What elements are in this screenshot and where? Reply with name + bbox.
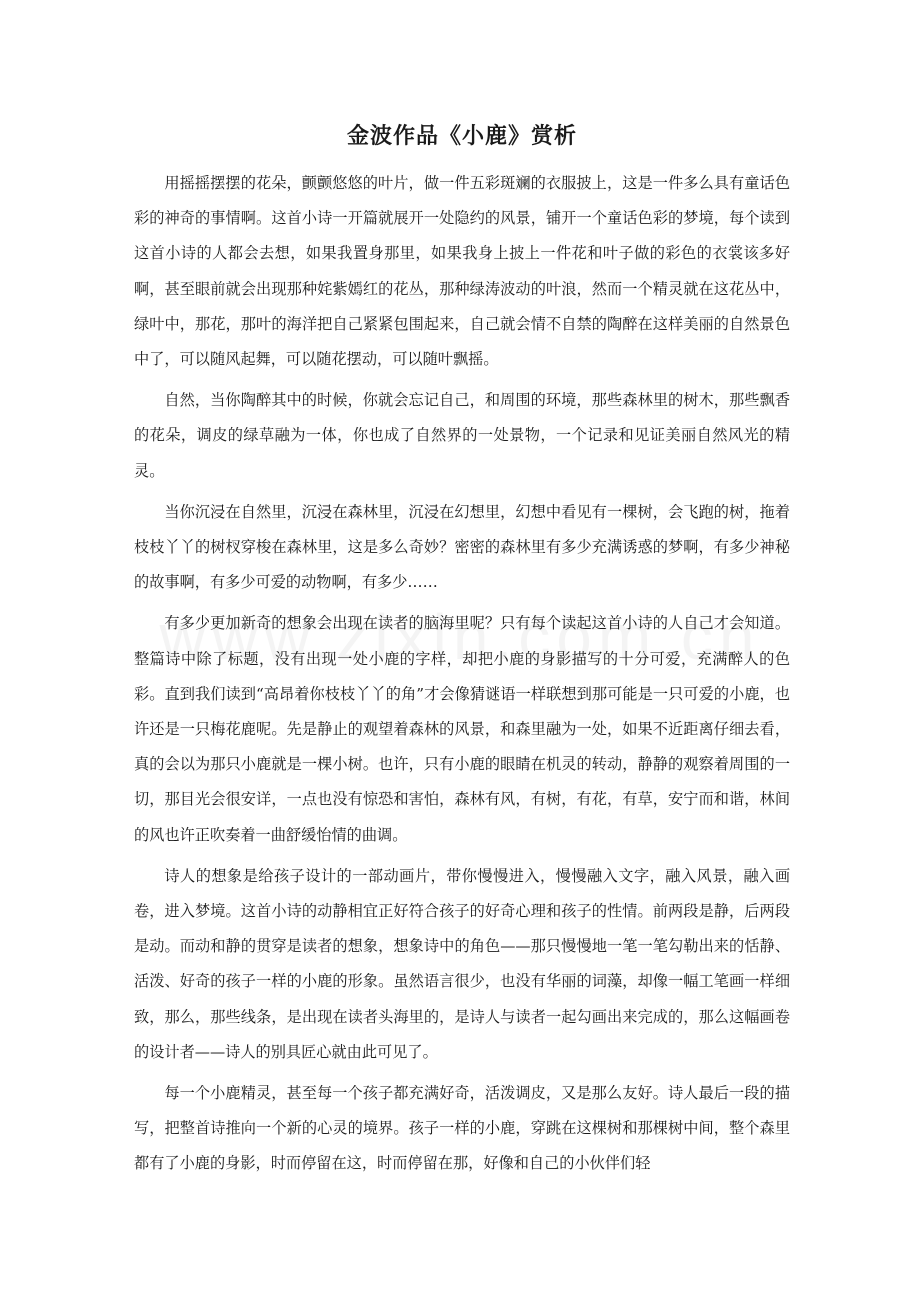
paragraph-1: 用摇摇摆摆的花朵，颤颤悠悠的叶片，做一件五彩斑斓的衣服披上，这是一件多么具有童话色彩的神奇的事情啊。这首小诗一开篇就展开一处隐约的风景，铺开一个童话色彩的梦境，每个读到这首小诗的人都会去想，如果我置身那里，如果我身上披上一件花和叶子做的彩色的衣裳该多好啊，甚至眼前就会出现那种姹紫嫣红的花丛，那种绿涛波动的叶浪，然而一个精灵就在这花丛中，绿叶中，那花，那叶的海洋把自己紧紧包围起来，自己就会情不自禁的陶醉在这样美丽的自然景色中了，可以随风起舞，可以随花摆动，可以随叶飘摇。 (134, 174, 790, 369)
paragraph-6: 每一个小鹿精灵，甚至每一个孩子都充满好奇，活泼调皮，又是那么友好。诗人最后一段的描写，把整首诗推向一个新的心灵的境界。孩子一样的小鹿，穿跳在这棵树和那棵树中间，整个森里都有了小鹿的身影，时而停留在这，时而停留在那，好像和自己的小伙伴们轻 (134, 1084, 790, 1173)
paragraph-4: 有多少更加新奇的想象会出现在读者的脑海里呢？只有每个读起这首小诗的人自己才会知道。整篇诗中除了标题，没有出现一处小鹿的字样，却把小鹿的身影描写的十分可爱，充满醉人的色彩。直到我们读到“高昂着你枝枝丫丫的角”才会像猜谜语一样联想到那可能是一只可爱的小鹿，也许还是一只梅花鹿呢。先是静止的观望着森林的风景，和森里融为一处，如果不近距离仔细去看，真的会以为那只小鹿就是一棵小树。也许，只有小鹿的眼睛在机灵的转动，静静的观察着周围的一切，那目光会很安详，一点也没有惊恐和害怕，森林有风，有树，有花，有草，安宁而和谐，林间的风也许正吹奏着一曲舒缓怡情的曲调。 (134, 614, 790, 844)
paragraph-2: 自然，当你陶醉其中的时候，你就会忘记自己，和周围的环境，那些森林里的树木，那些飘香的花朵，调皮的绿草融为一体，你也成了自然界的一处景物，一个记录和见证美丽自然风光的精灵。 (134, 391, 790, 480)
paragraph-3: 当你沉浸在自然里，沉浸在森林里，沉浸在幻想里，幻想中看见有一棵树，会飞跑的树，拖着枝枝丫丫的树杈穿梭在森林里，这是多么奇妙？密密的森林里有多少充满诱惑的梦啊，有多少神秘的故事啊，有多少可爱的动物啊，有多少…… (134, 502, 790, 592)
document-title: 金波作品《小鹿》赏析 (346, 123, 577, 149)
paragraph-5: 诗人的想象是给孩子设计的一部动画片，带你慢慢进入，慢慢融入文字，融入风景，融入画卷，进入梦境。这首小诗的动静相宜正好符合孩子的好奇心理和孩子的性情。前两段是静，后两段是动。而动和静的贯穿是读者的想象，想象诗中的角色——那只慢慢地一笔一笔勾勒出来的恬静、活泼、好奇的孩子一样的小鹿的形象。虽然语言很少，也没有华丽的词藻，却像一幅工笔画一样细致，那么，那些线条，是出现在读者头海里的，是诗人与读者一起勾画出来完成的，那么这幅画卷的设计者——诗人的别具匠心就由此可见了。 (134, 866, 790, 1061)
